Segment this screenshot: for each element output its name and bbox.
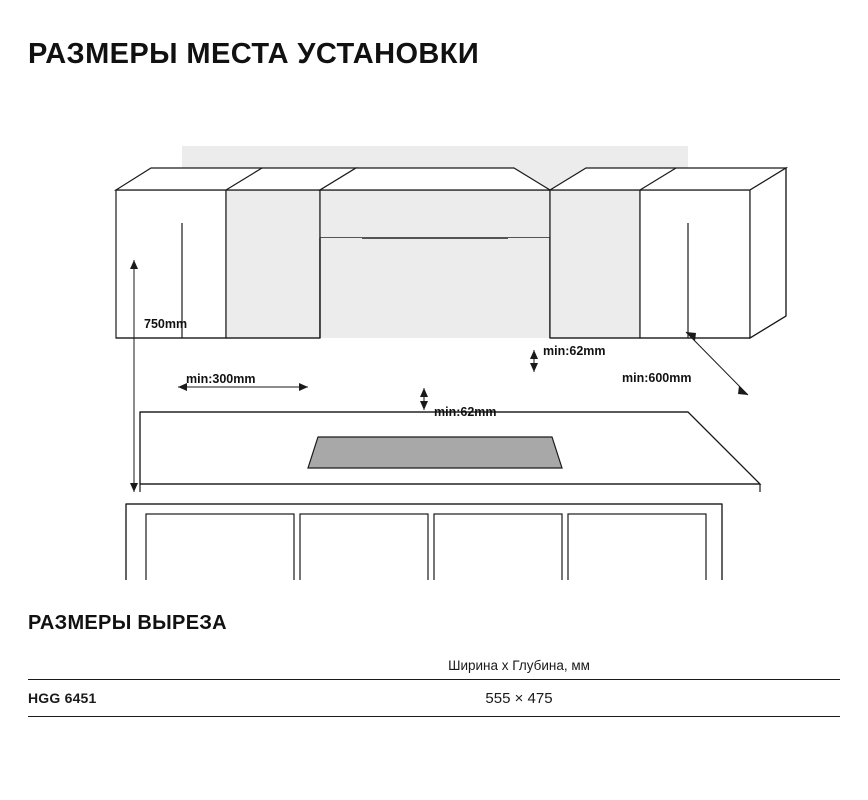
table-cell-model: HGG 6451 [28, 690, 97, 706]
table-header-row [28, 658, 840, 679]
table-divider-bottom [28, 716, 840, 717]
dimension-label-front-clearance: min:62mm [434, 405, 497, 419]
table-row [28, 680, 840, 716]
installation-diagram [0, 80, 868, 580]
hob-surface [308, 437, 562, 468]
page-title-installation: РАЗМЕРЫ МЕСТА УСТАНОВКИ [28, 38, 480, 70]
dimension-label-right-clearance: min:62mm [543, 344, 606, 358]
table-cell-dimensions: 555 × 475 [485, 689, 553, 707]
dimension-label-height: 750mm [144, 317, 188, 331]
table-header-dimensions: Ширина x Глубина, мм [448, 658, 590, 673]
dimension-label-left-clearance: min:300mm [186, 372, 256, 386]
page-title-cutout: РАЗМЕРЫ ВЫРЕЗА [28, 612, 227, 634]
dimension-label-depth: min:600mm [622, 371, 692, 385]
cutout-dimensions-table [28, 658, 840, 717]
